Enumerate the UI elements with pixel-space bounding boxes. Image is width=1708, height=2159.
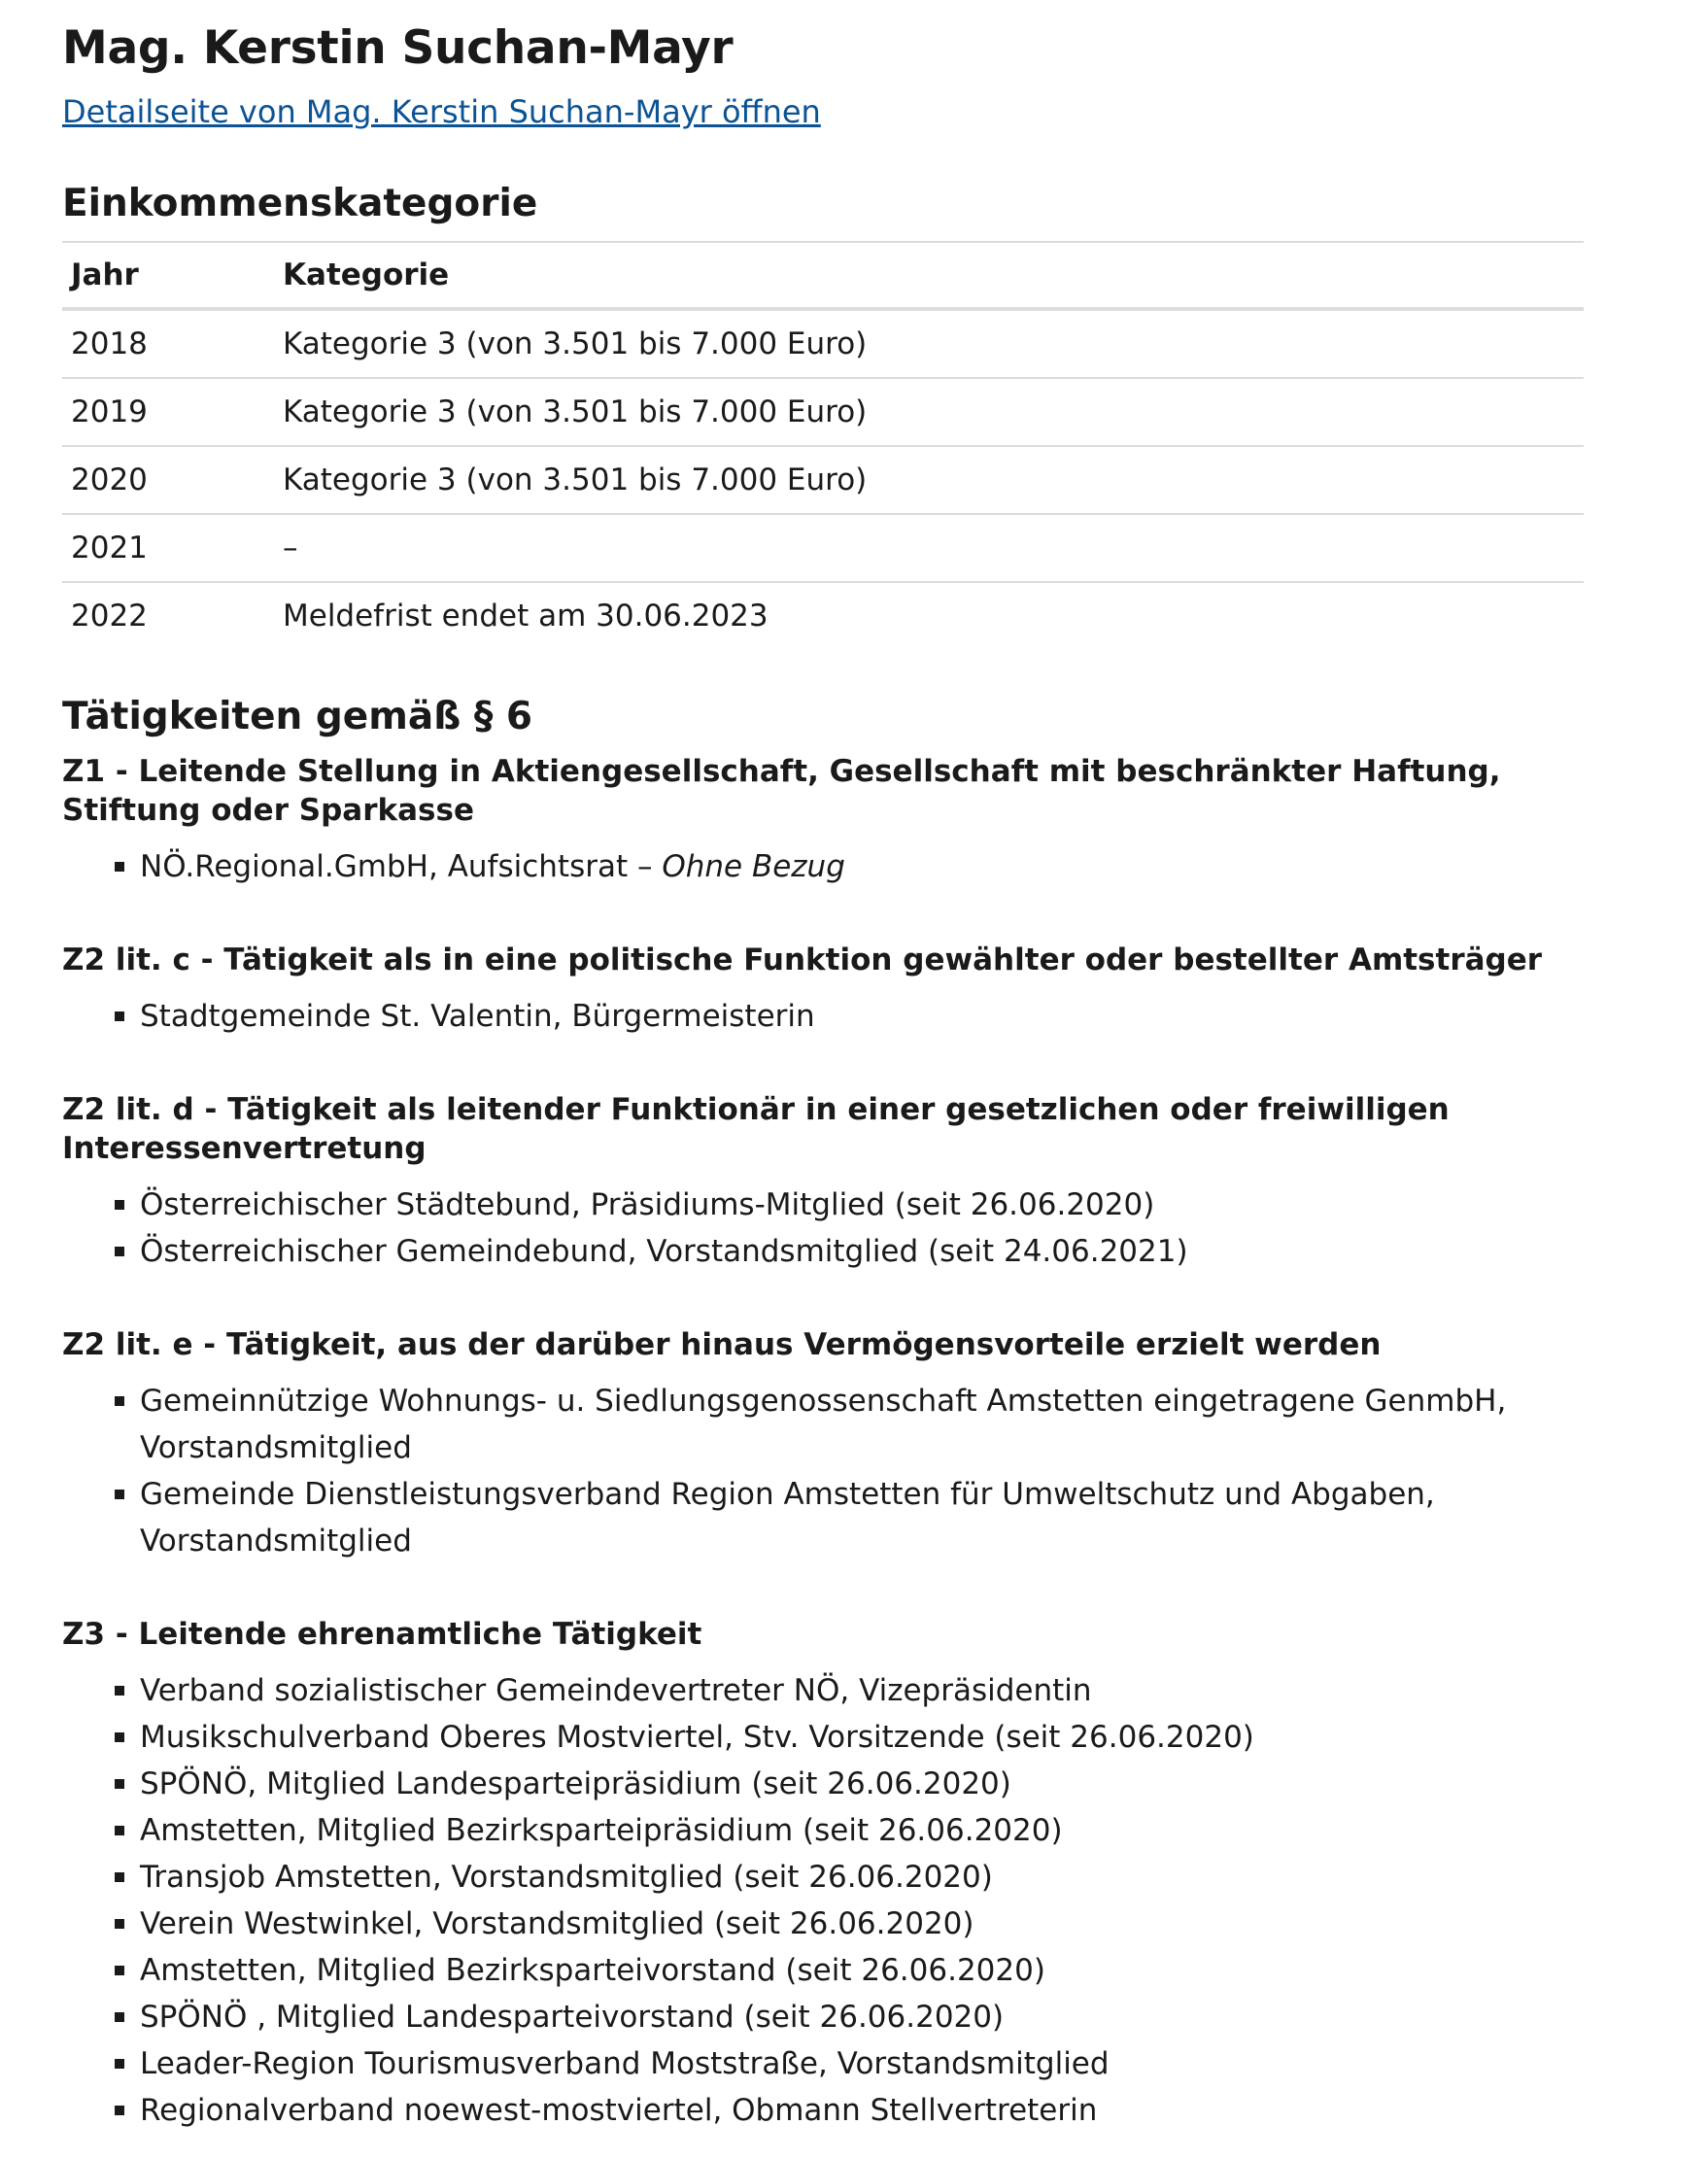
page-content xyxy=(62,16,1578,2134)
bullet-icon xyxy=(115,1826,124,1835)
bullet-icon xyxy=(115,1779,124,1789)
activities-heading: Tätigkeiten gemäß § 6 xyxy=(62,695,533,738)
section-title: Z3 - Leitende ehrenamtliche Tätigkeit xyxy=(62,1617,702,1652)
bullet-icon xyxy=(115,2106,124,2115)
list-item xyxy=(140,1947,1578,1994)
activity-section-z1 xyxy=(62,752,1578,890)
list-item xyxy=(140,993,1578,1040)
list-item xyxy=(140,1994,1578,2040)
list-item xyxy=(140,1667,1578,1714)
bullet-icon xyxy=(115,1247,124,1256)
activity-list xyxy=(62,1378,1578,1564)
bullet-icon xyxy=(115,1686,124,1696)
item-text: NÖ.Regional.GmbH, Aufsichtsrat – xyxy=(140,849,663,884)
year-cell: 2021 xyxy=(71,531,148,565)
table-row xyxy=(62,309,1584,378)
table-row xyxy=(62,582,1584,649)
activity-list xyxy=(62,1667,1578,2134)
list-item xyxy=(140,1761,1578,1807)
item-text: Gemeinde Dienstleistungsverband Region Amstetten für Umweltschutz und Abgaben, Vorstandsmitglied xyxy=(140,1477,1435,1559)
item-text: SPÖNÖ, Mitglied Landesparteipräsidium (seit 26.06.2020) xyxy=(140,1766,1011,1801)
list-item xyxy=(140,1228,1578,1275)
bullet-icon xyxy=(115,1011,124,1021)
item-text: Leader-Region Tourismusverband Moststraße, Vorstandsmitglied xyxy=(140,2046,1110,2081)
list-item xyxy=(140,1182,1578,1228)
bullet-icon xyxy=(115,1872,124,1882)
year-cell: 2019 xyxy=(71,394,148,429)
bullet-icon xyxy=(115,1396,124,1406)
category-cell: – xyxy=(283,531,298,565)
bullet-icon xyxy=(115,1732,124,1742)
category-cell: Meldefrist endet am 30.06.2023 xyxy=(283,599,769,634)
list-item xyxy=(140,1901,1578,1947)
detail-page-link[interactable]: Detailseite von Mag. Kerstin Suchan-Mayr öffnen xyxy=(62,93,821,130)
list-item xyxy=(140,1378,1578,1471)
bullet-icon xyxy=(115,2059,124,2069)
bullet-icon xyxy=(115,862,124,872)
year-cell: 2020 xyxy=(71,463,148,497)
section-title: Z2 lit. c - Tätigkeit als in eine politische Funktion gewählter oder bestellter Amtsträger xyxy=(62,942,1543,977)
table-header-row xyxy=(62,242,1584,309)
page-title: Mag. Kerstin Suchan-Mayr xyxy=(62,21,734,75)
list-item xyxy=(140,1807,1578,1854)
item-text: Stadtgemeinde St. Valentin, Bürgermeisterin xyxy=(140,999,815,1034)
table-row xyxy=(62,446,1584,514)
activity-list xyxy=(62,993,1578,1040)
activity-section-z2-lit-c xyxy=(62,941,1578,1040)
item-text: Österreichischer Gemeindebund, Vorstandsmitglied (seit 24.06.2021) xyxy=(140,1234,1188,1269)
section-title: Z2 lit. d - Tätigkeit als leitender Funktionär in einer gesetzlichen oder freiwilligen Interessenvertretung xyxy=(62,1092,1450,1166)
table-row xyxy=(62,378,1584,446)
activity-list xyxy=(62,843,1578,890)
list-item xyxy=(140,1714,1578,1761)
category-cell: Kategorie 3 (von 3.501 bis 7.000 Euro) xyxy=(283,463,868,497)
section-title: Z1 - Leitende Stellung in Aktiengesellschaft, Gesellschaft mit beschränkter Haftung, Stiftung oder Sparkasse xyxy=(62,754,1501,828)
item-text: Amstetten, Mitglied Bezirksparteipräsidium (seit 26.06.2020) xyxy=(140,1813,1063,1848)
list-item xyxy=(140,1854,1578,1901)
bullet-icon xyxy=(115,2012,124,2022)
category-cell: Kategorie 3 (von 3.501 bis 7.000 Euro) xyxy=(283,394,868,429)
year-cell: 2022 xyxy=(71,599,148,634)
bullet-icon xyxy=(115,1966,124,1975)
item-text: SPÖNÖ , Mitglied Landesparteivorstand (seit 26.06.2020) xyxy=(140,2000,1005,2035)
list-item xyxy=(140,2040,1578,2087)
activity-section-z2-lit-e xyxy=(62,1325,1578,1564)
item-text: Transjob Amstetten, Vorstandsmitglied (seit 26.06.2020) xyxy=(140,1860,993,1895)
item-text: Verein Westwinkel, Vorstandsmitglied (seit 26.06.2020) xyxy=(140,1906,974,1941)
activity-list xyxy=(62,1182,1578,1275)
item-text: Verband sozialistischer Gemeindevertreter NÖ, Vizepräsidentin xyxy=(140,1673,1092,1708)
item-text: Gemeinnützige Wohnungs- u. Siedlungsgenossenschaft Amstetten eingetragene GenmbH, Vorstandsmitglied xyxy=(140,1384,1507,1465)
item-text: Regionalverband noewest-mostviertel, Obmann Stellvertreterin xyxy=(140,2093,1098,2128)
year-cell: 2018 xyxy=(71,326,148,361)
item-text: Österreichischer Städtebund, Präsidiums-Mitglied (seit 26.06.2020) xyxy=(140,1187,1155,1222)
table-row xyxy=(62,514,1584,582)
item-text: Amstetten, Mitglied Bezirksparteivorstand (seit 26.06.2020) xyxy=(140,1953,1045,1988)
bullet-icon xyxy=(115,1490,124,1499)
column-header-year: Jahr xyxy=(71,257,139,292)
column-header-category: Kategorie xyxy=(283,257,450,292)
bullet-icon xyxy=(115,1919,124,1929)
bullet-icon xyxy=(115,1200,124,1210)
activity-section-z2-lit-d xyxy=(62,1090,1578,1275)
list-item xyxy=(140,2087,1578,2134)
income-table xyxy=(62,241,1584,649)
list-item xyxy=(140,843,1578,890)
item-note: Ohne Bezug xyxy=(662,849,845,884)
list-item xyxy=(140,1471,1578,1564)
category-cell: Kategorie 3 (von 3.501 bis 7.000 Euro) xyxy=(283,326,868,361)
activity-section-z3 xyxy=(62,1615,1578,2134)
income-heading: Einkommenskategorie xyxy=(62,182,538,225)
section-title: Z2 lit. e - Tätigkeit, aus der darüber hinaus Vermögensvorteile erzielt werden xyxy=(62,1327,1382,1362)
item-text: Musikschulverband Oberes Mostviertel, Stv. Vorsitzende (seit 26.06.2020) xyxy=(140,1720,1254,1755)
